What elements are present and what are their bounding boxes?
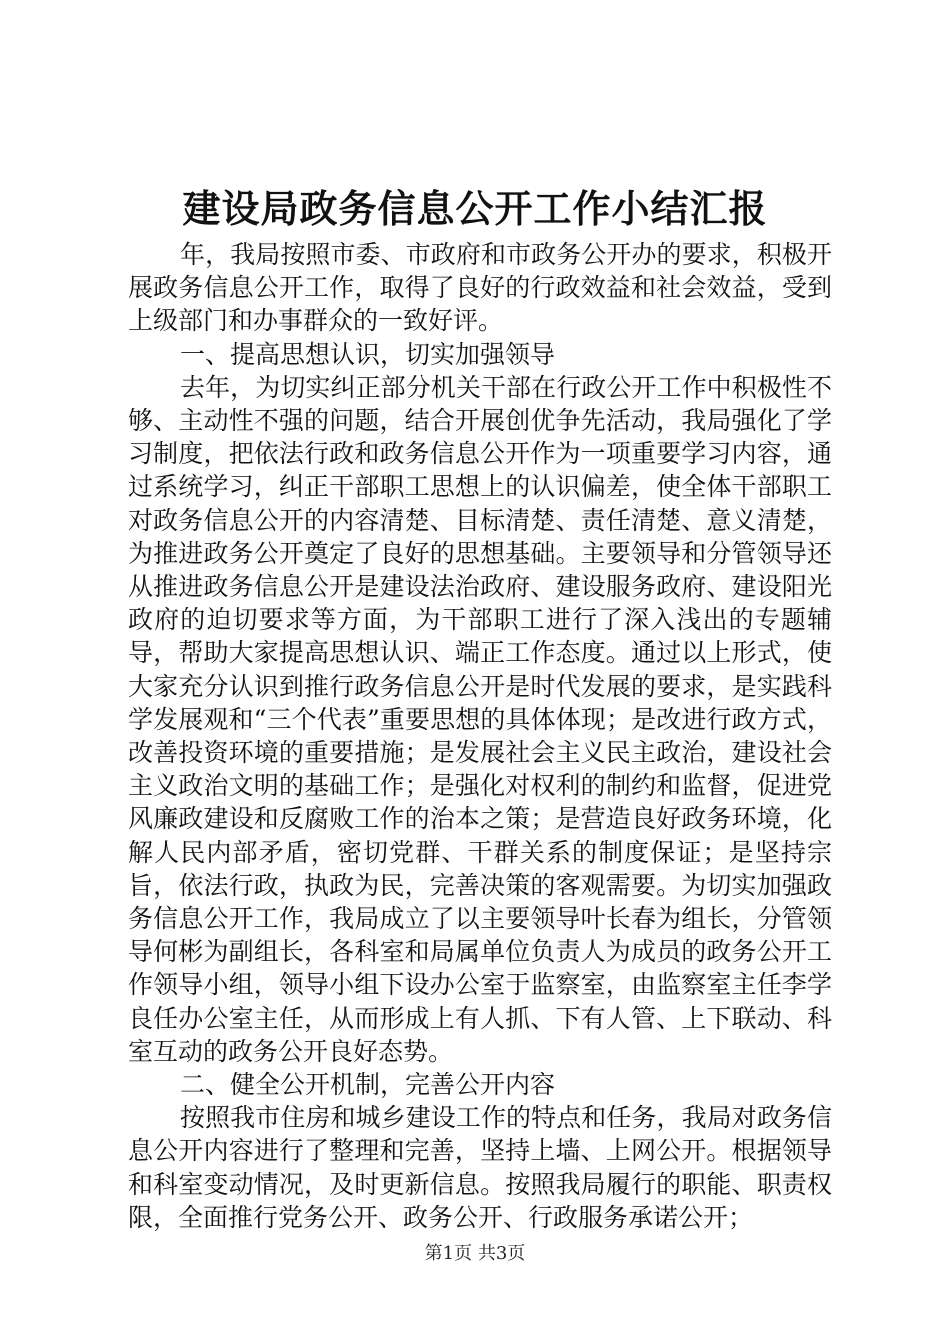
section-paragraph-2: 按照我市住房和城乡建设工作的特点和任务，我局对政务信息公开内容进行了整理和完善，坚持上墙、上网公开。根据领导和科室变动情况，及时更新信息。按照我局履行的职能、职责权限，全面推行党务公开、政务公开、行政服务承诺公开；: [128, 1103, 832, 1232]
document-body: [128, 238, 832, 1234]
section-heading-2: 二、健全公开机制，完善公开内容: [180, 1070, 556, 1100]
page-footer: 第1页 共3页: [424, 1243, 526, 1264]
intro-paragraph: 年，我局按照市委、市政府和市政务公开办的要求，积极开展政务信息公开工作，取得了良好的行政效益和社会效益，受到上级部门和办事群众的一致好评。: [128, 240, 832, 336]
document-title: 建设局政务信息公开工作小结汇报: [182, 186, 768, 231]
section-heading-1: 一、提高思想认识，切实加强领导: [180, 339, 556, 369]
section-paragraph-1: 去年，为切实纠正部分机关干部在行政公开工作中积极性不够、主动性不强的问题，结合开展创优争先活动，我局强化了学习制度，把依法行政和政务信息公开作为一项重要学习内容，通过系统学习，纠正干部职工思想上的认识偏差，使全体干部职工对政务信息公开的内容清楚、目标清楚、责任清楚、意义清楚，为推进政务公开奠定了良好的思想基础。主要领导和分管领导还从推进政务信息公开是建设法治政府、建设服务政府、建设阳光政府的迫切要求等方面，为干部职工进行了深入浅出的专题辅导，帮助大家提高思想认识、端正工作态度。通过以上形式，使大家充分认识到推行政务信息公开是时代发展的要求，是实践科学发展观和“三个代表”重要思想的具体体现；是改进行政方式，改善投资环境的重要措施；是发展社会主义民主政治，建设社会主义政治文明的基础工作；是强化对权利的制约和监督，促进党风廉政建设和反腐败工作的治本之策；是营造良好政务环境，化解人民内部矛盾，密切党群、干群关系的制度保证；是坚持宗旨，依法行政，执政为民，完善决策的客观需要。为切实加强政务信息公开工作，我局成立了以主要领导叶长春为组长，分管领导何彬为副组长，各科室和局属单位负责人为成员的政务公开工作领导小组，领导小组下设办公室于监察室，由监察室主任李学良任办公室主任，从而形成上有人抓、下有人管、上下联动、科室互动的政务公开良好态势。: [128, 372, 832, 1066]
